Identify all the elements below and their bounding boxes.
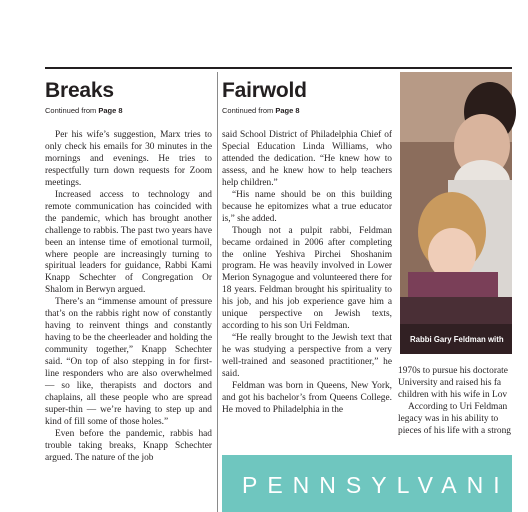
- article-breaks: [45, 72, 212, 512]
- ad-text: PENNSYLVANI: [242, 472, 510, 498]
- paragraph: Though not a pulpit rabbi, Feldman became ordained in 2006 after completing the online Yeshiva Pirchei Shoshanim program. He was heavily involved in Lower Merion Synagogue and volunteered there for 18 years. Feldman brought his spirituality to his job, and his job experience gave him a unique perspective on Jewish texts, according to his son Uri Feldman.: [222, 225, 392, 332]
- text-line: legacy was in his ability to: [398, 413, 499, 424]
- photo-illustration: [400, 72, 512, 354]
- article-continuation: [398, 366, 528, 436]
- advertisement: [222, 455, 512, 512]
- headline-breaks: Breaks: [45, 79, 114, 102]
- column-divider: [217, 72, 218, 512]
- photo: [400, 72, 512, 354]
- text-line: 1970s to pursue his doctorate: [398, 366, 508, 376]
- paragraph: Even before the pandemic, rabbis had trouble taking breaks, Knapp Schechter argued. The nature of the job: [45, 428, 212, 463]
- continued-page: Page 8: [98, 106, 123, 115]
- photo-caption: Rabbi Gary Feldman with: [410, 335, 504, 344]
- text-line: According to Uri Feldman: [408, 401, 508, 412]
- paragraph: Increased access to technology and remote communication has coincided with the pandemic, which has brought another challenge to rabbis. The past two years have been an intense time of emotional turmoil, where people are increasingly turning to spiritual leaders for guidance, Rabbi Kami Knapp Schechter of Congregation Or Shalom in Berwyn argued.: [45, 189, 212, 296]
- continued-line: [222, 106, 392, 116]
- text-line: pieces of his life with a strong: [398, 425, 511, 436]
- continued-prefix: Continued from: [222, 106, 274, 115]
- article-body: [45, 130, 212, 465]
- text-line: University and raised his fa: [398, 377, 502, 388]
- headline-fairwold: Fairwold: [222, 79, 307, 102]
- paragraph: Feldman was born in Queens, New York, and got his bachelor’s from Queens College. He moved to Philadelphia in the: [222, 381, 392, 415]
- paragraph: Per his wife’s suggestion, Marx tries to only check his emails for 30 minutes in the mornings and evenings. He tries to respectfully turn down requests for Zoom meetings.: [45, 130, 212, 188]
- article-body: [222, 130, 392, 417]
- paragraph: said School District of Philadelphia Chief of Special Education Linda Williams, who attended the dedication. “He knew how to assess, and he knew how to help teachers help children.”: [222, 130, 392, 188]
- article-fairwold: [222, 72, 392, 512]
- continued-page: Page 8: [275, 106, 300, 115]
- paragraph: There’s an “immense amount of pressure that’s on the rabbis right now of constantly having to reinvent things and constantly having to be the cheerleader and holding the community together,” Knapp Schechter said. “On top of also stepping in for first-line responders who are also overwhelmed — so like, therapists and doctors and chaplains, all these people who are spread super-thin — we’re having to step up and kind of fill some of those holes.”: [45, 297, 212, 427]
- text-line: children with his wife in Lov: [398, 389, 508, 400]
- top-rule: [45, 67, 512, 69]
- continued-line: [45, 106, 212, 116]
- paragraph: “He really brought to the Jewish text that he was studying a perspective from a very well-trained and seasoned practitioner,” he said.: [222, 333, 392, 380]
- continued-prefix: Continued from: [45, 106, 97, 115]
- paragraph: “His name should be on this building because he epitomizes what a true educator is,” she added.: [222, 189, 392, 224]
